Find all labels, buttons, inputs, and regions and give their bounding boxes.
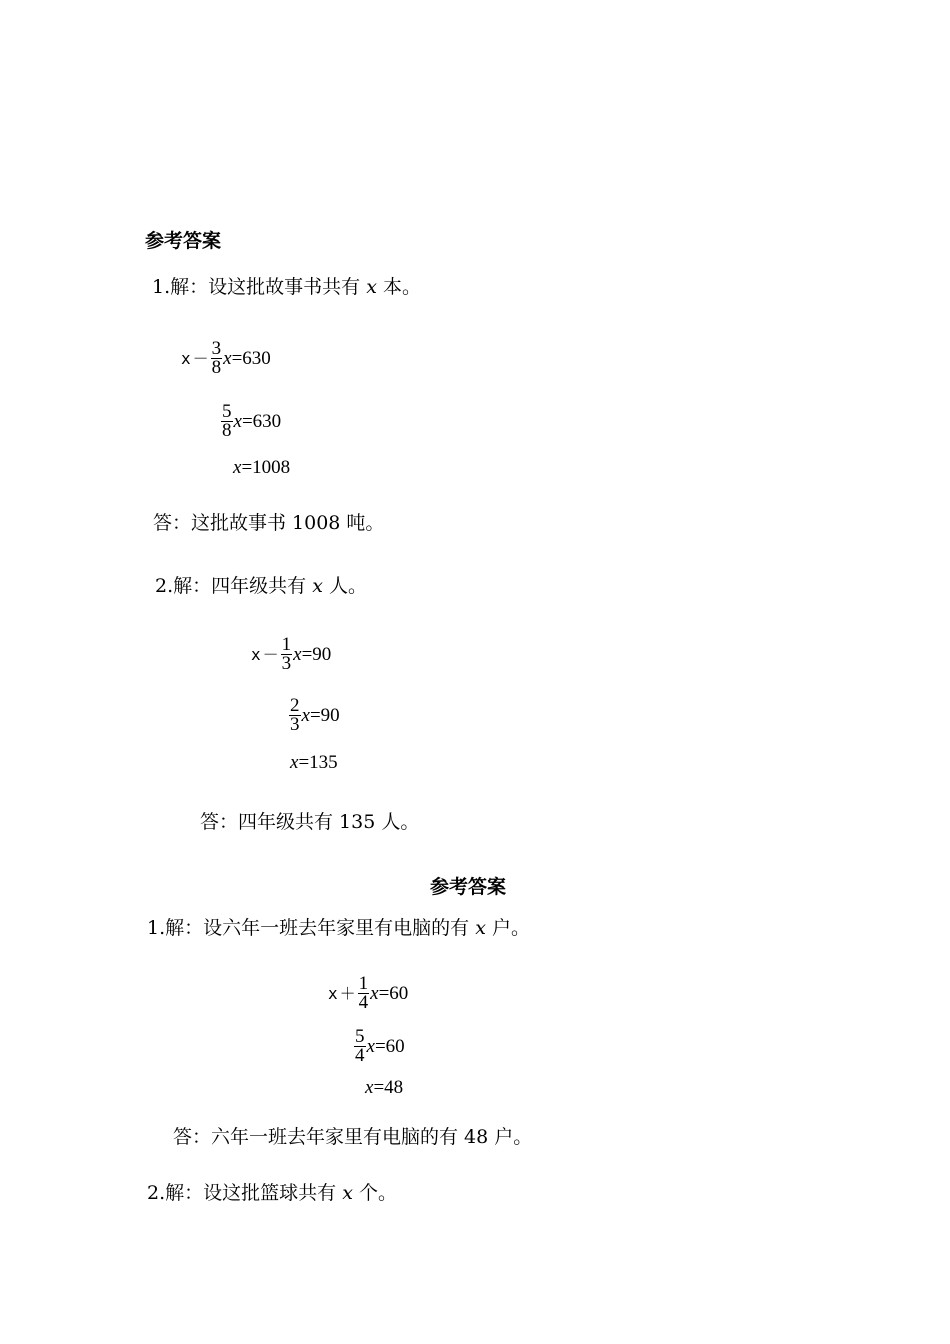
eq-rhs: =48 xyxy=(373,1077,404,1098)
eq-op: － xyxy=(262,644,279,664)
fraction-numerator: 1 xyxy=(281,634,292,655)
eq-lead: x xyxy=(251,644,261,664)
s1-q2-sol-suffix: 人。 xyxy=(328,575,367,597)
fraction xyxy=(211,340,223,377)
fraction-denominator: 8 xyxy=(211,357,222,378)
eq-var: x xyxy=(370,983,379,1004)
fraction-numerator: 1 xyxy=(358,973,369,994)
fraction xyxy=(354,1028,366,1065)
fraction-denominator: 8 xyxy=(222,420,232,441)
s2-q1-eq1 xyxy=(328,975,408,1012)
eq-var: x xyxy=(301,705,310,726)
eq-op: － xyxy=(192,348,209,368)
s2-q1-sol-var: x xyxy=(475,917,486,939)
s1-q2-answer: 答：四年级共有 135 人。 xyxy=(200,811,420,833)
fraction xyxy=(221,403,233,440)
section1-title: 参考答案 xyxy=(145,230,222,252)
s2-q1-eq2 xyxy=(353,1028,405,1065)
s1-q2-sol-prefix: 2.解：四年级共有 xyxy=(155,575,307,597)
eq-var: x xyxy=(233,457,242,478)
eq-rhs: =90 xyxy=(309,705,340,726)
fraction xyxy=(289,697,301,734)
fraction-denominator: 4 xyxy=(355,1045,365,1066)
eq-rhs: =60 xyxy=(374,1036,405,1057)
s1-q1-solution xyxy=(152,278,421,297)
eq-rhs: =630 xyxy=(241,411,282,432)
eq-rhs: =135 xyxy=(298,752,338,773)
fraction-denominator: 4 xyxy=(358,992,369,1013)
s2-q1-answer: 答：六年一班去年家里有电脑的有 48 户。 xyxy=(173,1126,533,1148)
eq-var: x xyxy=(223,348,232,369)
s2-q1-sol-prefix: 1.解：设六年一班去年家里有电脑的有 xyxy=(147,917,470,939)
s2-q2-sol-suffix: 个。 xyxy=(358,1182,397,1204)
s2-q2-solution xyxy=(147,1184,397,1203)
fraction-denominator: 3 xyxy=(281,653,292,674)
s1-q1-answer: 答：这批故事书 1008 吨。 xyxy=(153,512,385,534)
s2-q2-sol-var: x xyxy=(342,1182,353,1204)
s1-q1-sol-suffix: 本。 xyxy=(382,276,421,298)
eq-var: x xyxy=(365,1077,374,1098)
fraction xyxy=(358,975,370,1012)
eq-lead: x xyxy=(328,983,338,1003)
s1-q1-sol-var: x xyxy=(366,276,377,298)
eq-var: x xyxy=(233,411,242,432)
eq-rhs: =1008 xyxy=(241,457,291,478)
s1-q2-eq3 xyxy=(290,753,338,772)
s2-q2-sol-prefix: 2.解：设这批篮球共有 xyxy=(147,1182,337,1204)
eq-var: x xyxy=(293,644,302,665)
fraction-numerator: 3 xyxy=(211,338,222,359)
eq-var: x xyxy=(366,1036,375,1057)
eq-op: ＋ xyxy=(339,983,356,1003)
s1-q2-solution xyxy=(155,577,367,596)
eq-lead: x xyxy=(181,348,191,368)
s1-q1-eq1 xyxy=(181,340,271,377)
s2-q1-solution xyxy=(147,919,530,938)
fraction-numerator: 2 xyxy=(290,695,300,716)
s1-q2-eq2 xyxy=(288,697,340,734)
fraction-numerator: 5 xyxy=(355,1026,365,1047)
s1-q1-eq3 xyxy=(233,458,290,477)
s1-q2-sol-var: x xyxy=(312,575,323,597)
fraction-numerator: 5 xyxy=(222,401,232,422)
s1-q2-eq1 xyxy=(251,636,331,673)
s1-q1-eq2 xyxy=(220,403,281,440)
s2-q1-eq3 xyxy=(365,1078,403,1097)
eq-rhs: =90 xyxy=(301,644,332,665)
section2-title: 参考答案 xyxy=(430,876,507,898)
s1-q1-sol-prefix: 1.解：设这批故事书共有 xyxy=(152,276,361,298)
eq-rhs: =60 xyxy=(378,983,409,1004)
fraction xyxy=(281,636,293,673)
eq-rhs: =630 xyxy=(231,348,271,369)
s2-q1-sol-suffix: 户。 xyxy=(491,917,530,939)
fraction-denominator: 3 xyxy=(290,714,300,735)
eq-var: x xyxy=(290,752,299,773)
